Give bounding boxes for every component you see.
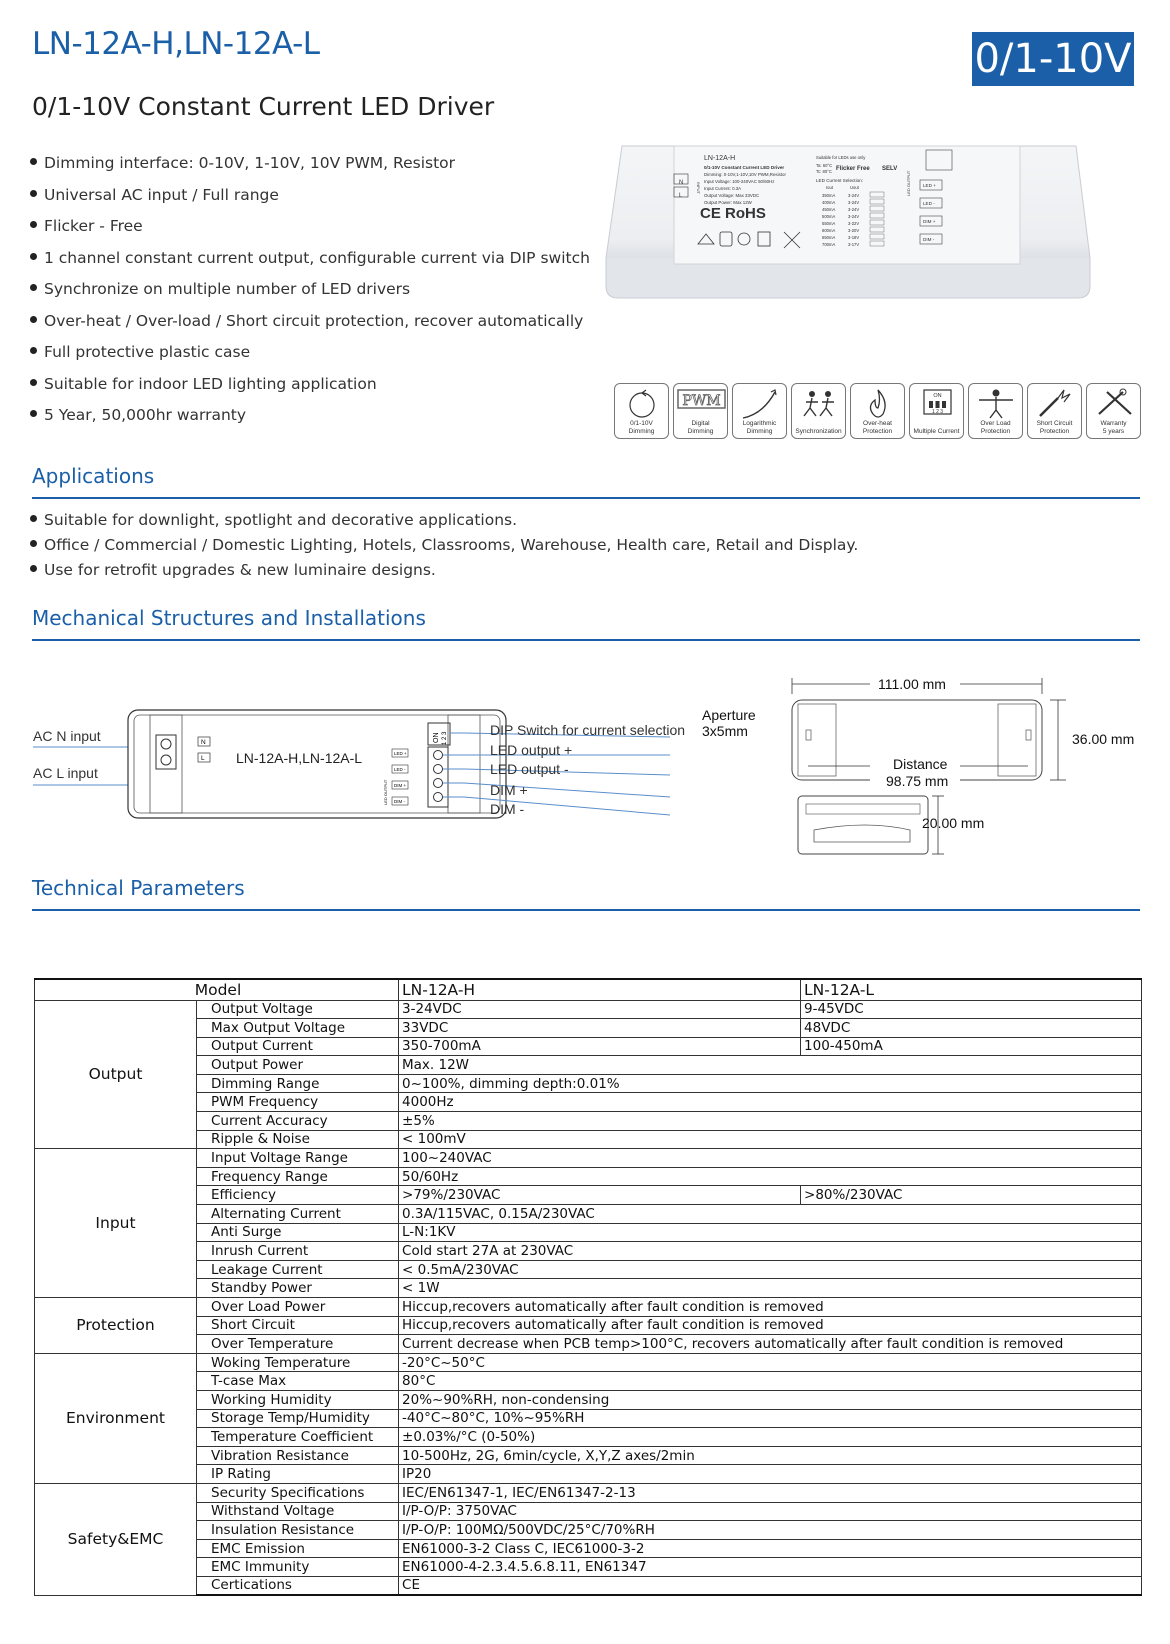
terminal-label: LED - (923, 201, 935, 206)
application-item (30, 509, 1130, 534)
parameter-name: Dimming Range (197, 1074, 399, 1093)
label-col-iout: Iout (826, 185, 833, 190)
wiring-diagram (30, 705, 690, 880)
icon-caption-1: Over-heat (863, 420, 892, 427)
dimming-badge: 0/1-10V (972, 32, 1134, 86)
icon-caption-2: Protection (980, 427, 1011, 435)
application-text: Suitable for downlight, spotlight and decorative applications. (44, 511, 518, 529)
dim-height: 20.00 mm (922, 815, 985, 831)
parameter-value: EN61000-4-2.3.4.5.6.8.11, EN61347 (399, 1558, 1142, 1577)
label-current-value: 500mA (822, 214, 836, 219)
dim-length: 111.00 mm (878, 676, 946, 692)
ac-n-label: AC N input (33, 728, 101, 744)
label-selection: LED Current Selection: (816, 178, 863, 183)
table-row (35, 1446, 1142, 1465)
table-row (35, 1260, 1142, 1279)
label-l: L (679, 193, 683, 199)
table-row (35, 1390, 1142, 1409)
parameter-value: 0.3A/115VAC, 0.15A/230VAC (399, 1205, 1142, 1224)
terminal-label: DIM - (923, 237, 935, 242)
label-col-uout: Uout (850, 185, 859, 190)
icon-caption-2: Protection (1039, 427, 1070, 435)
table-row (35, 1353, 1142, 1372)
parameter-name: Withstand Voltage (197, 1502, 399, 1521)
icon-caption-1: Logarithmic (742, 420, 777, 427)
table-row (35, 1019, 1142, 1038)
bullet-icon (30, 284, 37, 291)
wiring-t-led-minus: LED - (394, 767, 406, 772)
label-line4: Input Current: 0.3A (704, 186, 742, 191)
parameter-name: Over Load Power (197, 1298, 399, 1317)
parameter-name: Output Current (197, 1037, 399, 1056)
feature-list (30, 152, 590, 436)
terminal-label: LED + (923, 183, 936, 188)
feature-item (30, 215, 590, 247)
header-model-h: LN-12A-H (399, 979, 801, 1000)
bullet-icon (30, 565, 37, 572)
wiring-model: LN-12A-H,LN-12A-L (236, 750, 363, 766)
parameter-name: Temperature Coefficient (197, 1428, 399, 1447)
parameter-value: 4000Hz (399, 1093, 1142, 1112)
table-row (35, 1074, 1142, 1093)
svg-text:ON: ON (933, 393, 942, 399)
feature-icon-strip (614, 383, 1141, 439)
led-plus-label: LED output + (490, 742, 573, 758)
table-row (35, 1093, 1142, 1112)
parameter-name: PWM Frequency (197, 1093, 399, 1112)
table-row (35, 1149, 1142, 1168)
group-label: Protection (35, 1298, 197, 1354)
sync-icon (791, 383, 846, 439)
bullet-icon (30, 379, 37, 386)
icon-caption-1: Digital (691, 420, 710, 427)
distance-line1: Distance (893, 756, 948, 772)
label-line2: Dimming: 0-10V,1-10V,10V PWM,Resistor (704, 172, 786, 177)
parameter-name: Input Voltage Range (197, 1149, 399, 1168)
overload-icon (968, 383, 1023, 439)
table-row (35, 1242, 1142, 1261)
application-item (30, 534, 1130, 559)
label-current-value: 400mA (822, 200, 836, 205)
icon-caption-2: Dimming (687, 427, 714, 435)
parameter-value-l: 100-450mA (801, 1037, 1142, 1056)
wiring-side: LED OUTPUT (383, 779, 388, 805)
feature-item (30, 184, 590, 216)
parameter-value: 80°C (399, 1372, 1142, 1391)
label-line3: Input Voltage: 100-240VAC 50/60Hz (704, 179, 775, 184)
table-row (35, 1521, 1142, 1540)
parameter-value-l: 48VDC (801, 1019, 1142, 1038)
parameter-value-h: 3-24VDC (399, 1000, 801, 1019)
label-voltage-value: 3-24V (848, 200, 860, 205)
feature-item (30, 310, 590, 342)
feature-text: 1 channel constant current output, configurable current via DIP switch (44, 248, 590, 267)
feature-text: Full protective plastic case (44, 343, 251, 361)
parameter-name: Current Accuracy (197, 1112, 399, 1131)
parameter-name: Standby Power (197, 1279, 399, 1298)
label-current-value: 650mA (822, 235, 836, 240)
icon-caption-2: Protection (862, 427, 893, 435)
parameter-name: Security Specifications (197, 1483, 399, 1502)
distance-line2: 98.75 mm (886, 773, 949, 789)
label-voltage-value: 3-18V (848, 235, 860, 240)
parameter-name: Working Humidity (197, 1390, 399, 1409)
feature-text: 5 Year, 50,000hr warranty (44, 406, 247, 424)
feature-text: Flicker - Free (44, 217, 143, 235)
parameter-name: Anti Surge (197, 1223, 399, 1242)
application-text: Office / Commercial / Domestic Lighting, Hotels, Classrooms, Warehouse, Health care, Retail and Display. (44, 536, 859, 554)
label-current-value: 700mA (822, 242, 836, 247)
table-row (35, 1576, 1142, 1595)
parameter-name: Storage Temp/Humidity (197, 1409, 399, 1428)
label-line6: Output Power: Max 12W (704, 200, 752, 205)
parameter-value: 50/60Hz (399, 1167, 1142, 1186)
label-voltage-value: 3-24V (848, 207, 860, 212)
icon-caption-2: Multiple Current (913, 427, 960, 435)
table-row (35, 1223, 1142, 1242)
bullet-icon (30, 221, 37, 228)
feature-item (30, 247, 590, 279)
table-row (35, 1372, 1142, 1391)
label-selv: SELV (882, 166, 898, 172)
icon-caption-1: 0/1-10V (630, 420, 653, 427)
label-voltage-value: 3-17V (848, 242, 860, 247)
application-list (30, 509, 1130, 584)
group-label: Environment (35, 1353, 197, 1483)
icon-caption-2: 5 years (1102, 427, 1125, 435)
parameter-name: Woking Temperature (197, 1353, 399, 1372)
icon-caption-1: Warranty (1100, 420, 1127, 427)
parameter-value-l: >80%/230VAC (801, 1186, 1142, 1205)
svg-text:1 2 3: 1 2 3 (931, 409, 944, 415)
aperture-line2: 3x5mm (702, 723, 748, 739)
parameter-value: -20°C~50°C (399, 1353, 1142, 1372)
label-voltage-value: 3-24V (848, 214, 860, 219)
mechanical-dimension-drawing (702, 672, 1140, 902)
parameter-name: Efficiency (197, 1186, 399, 1205)
dip-label: DIP Switch for current selection (490, 722, 686, 738)
table-row (35, 1279, 1142, 1298)
label-cert: CE RoHS (700, 205, 766, 222)
feature-text: Suitable for indoor LED lighting application (44, 374, 377, 393)
label-ta: Ta: 60°C (816, 163, 833, 168)
parameter-name: Leakage Current (197, 1260, 399, 1279)
parameter-value: L-N:1KV (399, 1223, 1142, 1242)
group-label: Safety&EMC (35, 1483, 197, 1595)
header-model: Model (35, 979, 399, 1000)
parameter-value: < 1W (399, 1279, 1142, 1298)
wiring-l: L (201, 755, 205, 762)
label-model: LN-12A-H (704, 155, 736, 162)
parameter-value: IEC/EN61347-1, IEC/EN61347-2-13 (399, 1483, 1142, 1502)
parameter-value: Hiccup,recovers automatically after fault condition is removed (399, 1316, 1142, 1335)
wiring-n: N (201, 739, 206, 746)
applications-title: Applications (32, 464, 155, 488)
feature-item (30, 404, 590, 436)
parameter-value: ±0.03%/°C (0-50%) (399, 1428, 1142, 1447)
parameter-name: Short Circuit (197, 1316, 399, 1335)
feature-item (30, 152, 590, 184)
parameter-name: Max Output Voltage (197, 1019, 399, 1038)
label-current-value: 600mA (822, 228, 836, 233)
table-row (35, 1483, 1142, 1502)
section-divider (32, 497, 1140, 499)
dim-minus-label: DIM - (490, 801, 525, 817)
table-row (35, 1167, 1142, 1186)
parameter-name: Output Voltage (197, 1000, 399, 1019)
parameter-name: Ripple & Noise (197, 1130, 399, 1149)
table-row (35, 1465, 1142, 1484)
parameter-value: Current decrease when PCB temp>100°C, recovers automatically after fault condition is removed (399, 1335, 1142, 1354)
table-row (35, 1186, 1142, 1205)
table-row (35, 1298, 1142, 1317)
parameter-value-h: 350-700mA (399, 1037, 801, 1056)
parameter-value: Hiccup,recovers automatically after fault condition is removed (399, 1298, 1142, 1317)
wiring-on: ON (433, 732, 440, 743)
header-model-l: LN-12A-L (801, 979, 1142, 1000)
label-voltage-value: 3-22V (848, 221, 860, 226)
parameter-name: Certications (197, 1576, 399, 1595)
parameter-value: I/P-O/P: 100MΩ/500VDC/25°C/70%RH (399, 1521, 1142, 1540)
parameter-name: Insulation Resistance (197, 1521, 399, 1540)
bullet-icon (30, 316, 37, 323)
short-icon (1027, 383, 1082, 439)
table-row (35, 1056, 1142, 1075)
table-row (35, 1316, 1142, 1335)
parameter-name: Inrush Current (197, 1242, 399, 1261)
product-subtitle: 0/1-10V Constant Current LED Driver (32, 92, 495, 121)
group-label: Input (35, 1149, 197, 1298)
section-divider (32, 639, 1140, 641)
feature-item (30, 341, 590, 373)
terminal-label: DIM + (923, 219, 936, 224)
application-item (30, 559, 1130, 584)
label-voltage-value: 3-24V (848, 193, 860, 198)
section-divider (32, 909, 1140, 911)
icon-caption-2: Synchronization (795, 427, 842, 435)
table-row (35, 1112, 1142, 1131)
icon-caption-1: Short Circuit (1036, 420, 1073, 427)
table-row (35, 1335, 1142, 1354)
parameter-value: CE (399, 1576, 1142, 1595)
parameter-value: < 100mV (399, 1130, 1142, 1149)
technical-title: Technical Parameters (32, 876, 245, 900)
table-row (35, 1502, 1142, 1521)
warranty-icon (1086, 383, 1141, 439)
parameter-value: 10-500Hz, 2G, 6min/cycle, X,Y,Z axes/2min (399, 1446, 1142, 1465)
table-row (35, 1037, 1142, 1056)
label-current-value: 450mA (822, 207, 836, 212)
svg-text:PWM: PWM (682, 393, 721, 409)
bullet-icon (30, 410, 37, 417)
wiring-dip-nums: 1 2 3 (442, 731, 448, 745)
table-row (35, 1558, 1142, 1577)
table-header-row (35, 979, 1142, 1000)
label-flicker: Flicker Free (836, 166, 870, 172)
product-title: LN-12A-H,LN-12A-L (32, 26, 320, 62)
parameter-name: Alternating Current (197, 1205, 399, 1224)
parameter-value-h: 33VDC (399, 1019, 801, 1038)
feature-text: Universal AC input / Full range (44, 185, 279, 204)
feature-text: Dimming interface: 0-10V, 1-10V, 10V PWM, Resistor (44, 154, 456, 172)
group-label: Output (35, 1000, 197, 1149)
label-tc: Tc: 80°C (816, 169, 832, 174)
parameter-value-h: >79%/230VAC (399, 1186, 801, 1205)
label-n: N (679, 180, 684, 186)
led-minus-label: LED output - (490, 761, 569, 777)
label-output-side: LED OUTPUT (906, 170, 911, 196)
parameter-value: ±5% (399, 1112, 1142, 1131)
bullet-icon (30, 347, 37, 354)
wiring-t-dim-minus: DIM - (394, 799, 405, 804)
mechanical-title: Mechanical Structures and Installations (32, 606, 426, 630)
icon-caption-2: Dimming (746, 427, 773, 435)
parameter-name: IP Rating (197, 1465, 399, 1484)
label-input-side: INPUT (696, 182, 701, 194)
aperture-line1: Aperture (702, 707, 756, 723)
logarithmic-icon (732, 383, 787, 439)
label-current-value: 550mA (822, 221, 836, 226)
parameter-value: 0~100%, dimming depth:0.01% (399, 1074, 1142, 1093)
parameter-value: 100~240VAC (399, 1149, 1142, 1168)
feature-item (30, 278, 590, 310)
product-photo (604, 136, 1094, 308)
icon-caption-1: Over Load (980, 420, 1011, 427)
dim-plus-label: DIM + (490, 782, 528, 798)
parameter-value: IP20 (399, 1465, 1142, 1484)
table-row (35, 1130, 1142, 1149)
application-text: Use for retrofit upgrades & new luminaire designs. (44, 561, 436, 579)
label-suitable: Suitable for LEDs use only (816, 155, 866, 160)
bullet-icon (30, 540, 37, 547)
parameter-name: Over Temperature (197, 1335, 399, 1354)
parameter-value: I/P-O/P: 3750VAC (399, 1502, 1142, 1521)
table-row (35, 1000, 1142, 1019)
bullet-icon (30, 158, 37, 165)
overheat-icon (850, 383, 905, 439)
parameter-name: EMC Immunity (197, 1558, 399, 1577)
dim-width: 36.00 mm (1072, 731, 1135, 747)
parameter-name: Frequency Range (197, 1167, 399, 1186)
technical-parameter-table (34, 978, 1142, 1596)
table-row (35, 1539, 1142, 1558)
bullet-icon (30, 515, 37, 522)
dimming-icon (614, 383, 669, 439)
parameter-value: Cold start 27A at 230VAC (399, 1242, 1142, 1261)
table-row (35, 1409, 1142, 1428)
parameter-value: -40°C~80°C, 10%~95%RH (399, 1409, 1142, 1428)
parameter-value: Max. 12W (399, 1056, 1142, 1075)
feature-text: Over-heat / Over-load / Short circuit protection, recover automatically (44, 311, 584, 330)
current-icon (909, 383, 964, 439)
feature-text: Synchronize on multiple number of LED drivers (44, 280, 411, 298)
parameter-name: T-case Max (197, 1372, 399, 1391)
wiring-t-dim-plus: DIM + (394, 783, 407, 788)
table-row (35, 1205, 1142, 1224)
bullet-icon (30, 253, 37, 260)
wiring-t-led-plus: LED + (394, 751, 407, 756)
ac-l-label: AC L input (33, 765, 98, 781)
parameter-value-l: 9-45VDC (801, 1000, 1142, 1019)
label-current-value: 350mA (822, 193, 836, 198)
table-row (35, 1428, 1142, 1447)
parameter-value: < 0.5mA/230VAC (399, 1260, 1142, 1279)
pwm-icon (673, 383, 728, 439)
icon-caption-2: Dimming (628, 427, 655, 435)
parameter-name: Vibration Resistance (197, 1446, 399, 1465)
parameter-name: EMC Emission (197, 1539, 399, 1558)
parameter-value: EN61000-3-2 Class C, IEC61000-3-2 (399, 1539, 1142, 1558)
parameter-value: 20%~90%RH, non-condensing (399, 1390, 1142, 1409)
label-voltage-value: 3-20V (848, 228, 860, 233)
label-line5: Output Voltage: Max 33VDC (704, 193, 760, 198)
label-line1: 0/1-10V Constant Current LED Driver (704, 165, 785, 170)
parameter-name: Output Power (197, 1056, 399, 1075)
bullet-icon (30, 190, 37, 197)
feature-item (30, 373, 590, 405)
